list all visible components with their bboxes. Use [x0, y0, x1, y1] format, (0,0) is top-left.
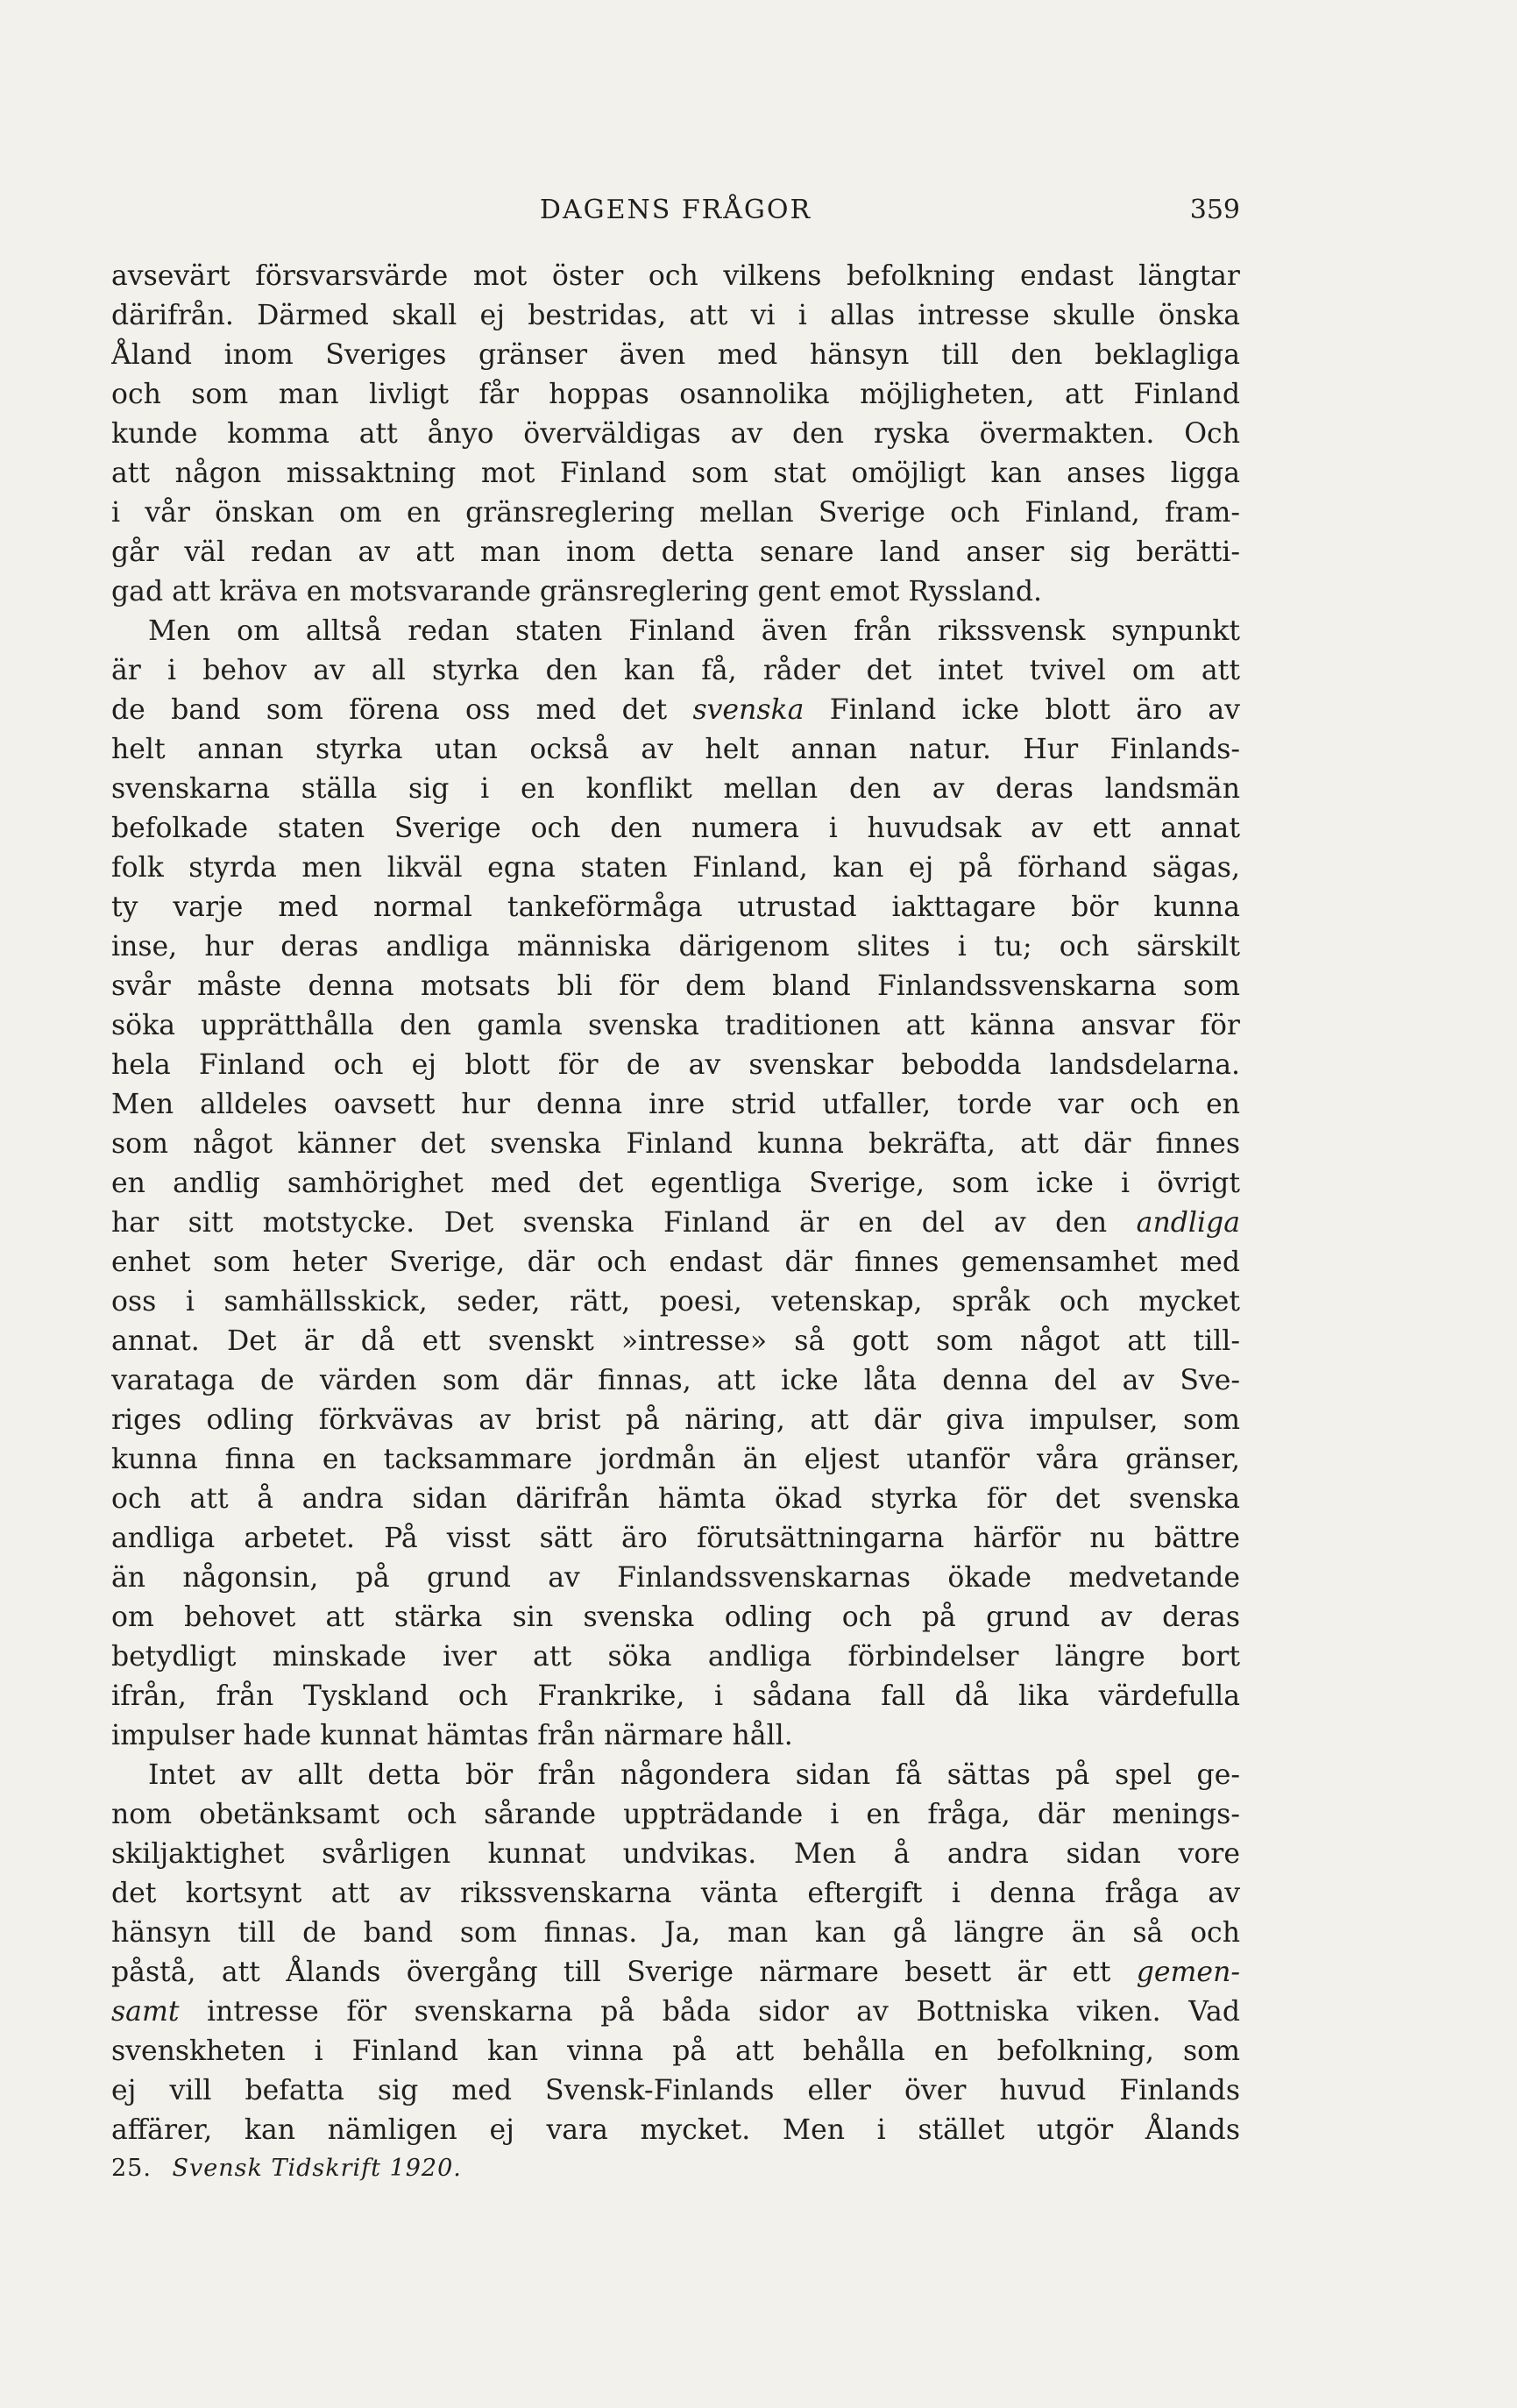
- text-line: [111, 2071, 1240, 2111]
- running-title: DAGENS FRÅGOR: [539, 195, 812, 225]
- text-line: [111, 2032, 1240, 2071]
- text-line: [111, 809, 1240, 849]
- line-text: än någonsin, på grund av Finlandssvenskarnas ökade medvetande: [111, 1562, 1240, 1594]
- line-text: oss i samhällsskick, seder, rätt, poesi, vetenskap, språk och mycket: [111, 1286, 1240, 1318]
- text-line: [111, 1164, 1240, 1204]
- line-text: befolkade staten Sverige och den numera i huvudsak av ett annat: [111, 813, 1240, 844]
- text-line: [111, 967, 1240, 1006]
- text-line: [111, 612, 1240, 651]
- line-text: enhet som heter Sverige, där och endast där finnes gemensamhet med: [111, 1247, 1240, 1278]
- text-line: [111, 1085, 1240, 1125]
- line-text: en andlig samhörighet med det egentliga Sverige, som icke i övrigt: [111, 1168, 1240, 1199]
- line-text: Men om alltså redan staten Finland även från rikssvensk synpunkt: [148, 615, 1240, 647]
- line-text: Finland icke blott äro av: [804, 694, 1240, 726]
- line-text: nom obetänksamt och sårande uppträdande i en fråga, där menings-: [111, 1799, 1240, 1830]
- line-text: i vår önskan om en gränsreglering mellan Sverige och Finland, fram-: [111, 497, 1240, 529]
- line-text: söka upprätthålla den gamla svenska traditionen att känna ansvar för: [111, 1010, 1240, 1041]
- line-text: ifrån, från Tyskland och Frankrike, i sådana fall då lika värdefulla: [111, 1680, 1240, 1712]
- text-line: [111, 1282, 1240, 1322]
- line-text: varataga de värden som där finnas, att icke låta denna del av Sve-: [111, 1365, 1240, 1396]
- text-line: [111, 2111, 1240, 2150]
- line-text: annat. Det är då ett svenskt »intresse» så gott som något att till-: [111, 1325, 1240, 1357]
- text-line: [111, 770, 1240, 809]
- text-line: [111, 375, 1240, 415]
- text-line: [111, 1401, 1240, 1440]
- text-line: [111, 572, 1240, 612]
- line-text: och som man livligt får hoppas osannolika möjligheten, att Finland: [111, 379, 1240, 410]
- line-text: Intet av allt detta bör från någondera sidan få sättas på spel ge-: [148, 1759, 1240, 1791]
- page-footer: [111, 2155, 462, 2182]
- line-text: ty varje med normal tankeförmåga utrustad iakttagare bör kunna: [111, 891, 1240, 923]
- line-text: det kortsynt att av rikssvenskarna vänta eftergift i denna fråga av: [111, 1878, 1240, 1909]
- line-text: riges odling förkvävas av brist på näring, att där giva impulser, som: [111, 1404, 1240, 1436]
- line-text: och att å andra sidan därifrån hämta ökad styrka för det svenska: [111, 1483, 1240, 1515]
- text-line: [111, 1559, 1240, 1598]
- text-line: [111, 1006, 1240, 1046]
- text-line: [111, 1677, 1240, 1716]
- line-text: skiljaktighet svårligen kunnat undvikas. Men å andra sidan vore: [111, 1838, 1240, 1870]
- journal-citation: Svensk Tidskrift 1920.: [172, 2155, 462, 2182]
- line-text: svenskheten i Finland kan vinna på att behålla en befolkning, som: [111, 2035, 1240, 2067]
- text-line: [111, 257, 1240, 296]
- line-text: intresse för svenskarna på båda sidor av Bottniska viken. Vad: [179, 1996, 1240, 2028]
- text-line: [111, 1204, 1240, 1243]
- text-line: [111, 888, 1240, 927]
- line-text: går väl redan av att man inom detta senare land anser sig berätti-: [111, 536, 1240, 568]
- line-text: som något känner det svenska Finland kunna bekräfta, att där finnes: [111, 1128, 1240, 1160]
- text-line: [111, 1480, 1240, 1519]
- text-line: [111, 1440, 1240, 1480]
- line-text: kunde komma att ånyo överväldigas av den ryska övermakten. Och: [111, 418, 1240, 450]
- text-line: [111, 1637, 1240, 1677]
- signature-mark: 25.: [111, 2155, 152, 2182]
- text-line: [111, 1243, 1240, 1282]
- line-text: kunna finna en tacksammare jordmån än eljest utanför våra gränser,: [111, 1444, 1240, 1475]
- line-text: helt annan styrka utan också av helt annan natur. Hur Finlands-: [111, 734, 1240, 765]
- text-line: [111, 1598, 1240, 1637]
- line-text: hänsyn till de band som finnas. Ja, man kan gå längre än så och: [111, 1917, 1240, 1949]
- line-text: är i behov av all styrka den kan få, råder det intet tvivel om att: [111, 655, 1240, 686]
- line-text: Åland inom Sveriges gränser även med hänsyn till den beklagliga: [111, 339, 1240, 371]
- text-line: [111, 1046, 1240, 1085]
- text-line: [111, 1322, 1240, 1361]
- text-line: [111, 1716, 1240, 1756]
- text-line: [111, 1874, 1240, 1914]
- text-line: [111, 336, 1240, 375]
- emphasis-text: gemen-: [1136, 1957, 1240, 1988]
- text-line: [111, 1914, 1240, 1953]
- text-line: [111, 927, 1240, 967]
- text-line: [111, 1953, 1240, 1992]
- line-text: svår måste denna motsats bli för dem bland Finlandssvenskarna som: [111, 970, 1240, 1002]
- line-text: folk styrda men likväl egna staten Finland, kan ej på förhand sägas,: [111, 852, 1240, 884]
- emphasis-text: andliga: [1136, 1207, 1240, 1239]
- body-text: [111, 257, 1240, 2150]
- text-line: [111, 1992, 1240, 2032]
- text-line: [111, 1835, 1240, 1874]
- text-line: [111, 1756, 1240, 1795]
- line-text: Men alldeles oavsett hur denna inre strid utfaller, torde var och en: [111, 1089, 1240, 1120]
- page-number: 359: [1189, 195, 1240, 225]
- line-text: inse, hur deras andliga människa därigenom slites i tu; och särskilt: [111, 931, 1240, 962]
- text-line: [111, 1795, 1240, 1835]
- line-text: därifrån. Därmed skall ej bestridas, att vi i allas intresse skulle önska: [111, 300, 1240, 331]
- line-text: hela Finland och ej blott för de av svenskar bebodda landsdelarna.: [111, 1049, 1240, 1081]
- emphasis-text: samt: [111, 1996, 180, 2028]
- text-line: [111, 494, 1240, 533]
- line-text: svenskarna ställa sig i en konflikt mellan den av deras landsmän: [111, 773, 1240, 805]
- text-line: [111, 1519, 1240, 1559]
- line-text: gad att kräva en motsvarande gränsreglering gent emot Ryssland.: [111, 576, 1043, 607]
- line-text: påstå, att Ålands övergång till Sverige närmare besett är ett: [111, 1957, 1137, 1988]
- line-text: har sitt motstycke. Det svenska Finland är en del av den: [111, 1207, 1137, 1239]
- line-text: andliga arbetet. På visst sätt äro förutsättningarna härför nu bättre: [111, 1523, 1240, 1554]
- line-text: impulser hade kunnat hämtas från närmare håll.: [111, 1720, 793, 1751]
- text-line: [111, 1125, 1240, 1164]
- line-text: betydligt minskade iver att söka andliga förbindelser längre bort: [111, 1641, 1240, 1673]
- text-line: [111, 849, 1240, 888]
- line-text: affärer, kan nämligen ej vara mycket. Men i stället utgör Ålands: [111, 2114, 1240, 2146]
- running-head: [111, 195, 1240, 230]
- line-text: avsevärt försvarsvärde mot öster och vilkens befolkning endast längtar: [111, 260, 1240, 292]
- line-text: om behovet att stärka sin svenska odling och på grund av deras: [111, 1602, 1240, 1633]
- text-line: [111, 454, 1240, 494]
- line-text: de band som förena oss med det: [111, 694, 693, 726]
- line-text: att någon missaktning mot Finland som stat omöjligt kan anses ligga: [111, 458, 1240, 489]
- text-line: [111, 1361, 1240, 1401]
- text-line: [111, 691, 1240, 730]
- text-line: [111, 296, 1240, 336]
- emphasis-text: svenska: [692, 694, 805, 726]
- text-line: [111, 415, 1240, 454]
- line-text: ej vill befatta sig med Svensk-Finlands eller över huvud Finlands: [111, 2075, 1240, 2106]
- text-line: [111, 651, 1240, 691]
- text-line: [111, 533, 1240, 572]
- text-line: [111, 730, 1240, 770]
